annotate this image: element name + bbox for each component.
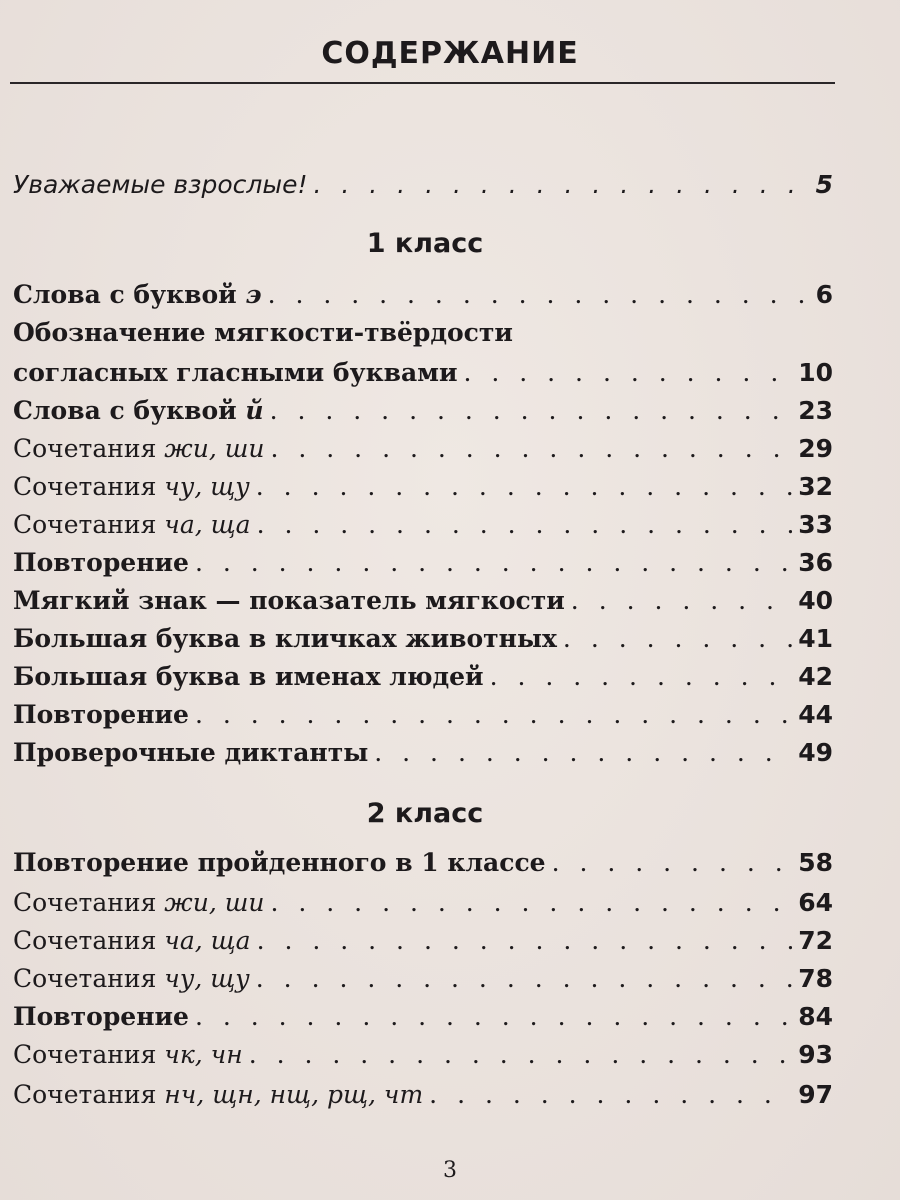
toc-entry-label: [13, 280, 262, 309]
toc-entry: [13, 662, 833, 702]
toc-entry: [13, 396, 833, 436]
toc-entry-label: Повторение: [13, 1002, 189, 1031]
toc-entry-italic: чу, щу: [164, 472, 250, 501]
toc-entry: [13, 434, 833, 474]
toc-page-number: 64: [798, 888, 833, 917]
toc-entry-label: Большая буква в именах людей: [13, 662, 484, 691]
toc-page-number: 5: [815, 170, 833, 199]
dot-leader: [256, 964, 792, 993]
toc-page-number: 23: [798, 396, 833, 425]
toc-entry-label: [13, 434, 265, 463]
toc-page-number: 42: [798, 662, 833, 691]
toc-entry: [13, 888, 833, 928]
toc-entry-label: согласных гласными буквами: [13, 358, 458, 387]
dot-leader: [429, 1080, 792, 1109]
toc-entry: [13, 1080, 833, 1120]
toc-entry-label: Уважаемые взрослые!: [13, 170, 308, 199]
toc-page-number: 32: [798, 472, 833, 501]
toc-entry-italic: жи, ши: [164, 434, 265, 463]
toc-entry-label: Повторение пройденного в 1 классе: [13, 848, 546, 877]
toc-entry-label: [13, 1080, 423, 1109]
toc-page-number: 41: [798, 624, 833, 653]
toc-page-number: 72: [798, 926, 833, 955]
toc-page-number: 84: [798, 1002, 833, 1031]
toc-entry-text: Сочетания: [13, 964, 165, 993]
toc-entry-text: Сочетания: [13, 1040, 165, 1069]
toc-entry-text: Сочетания: [13, 1080, 165, 1109]
toc-entry-italic: чк, чн: [164, 1040, 243, 1069]
toc-entry: [13, 280, 833, 320]
toc-entry: [13, 738, 833, 778]
toc-page-number: 33: [798, 510, 833, 539]
toc-entry-text: Сочетания: [13, 926, 165, 955]
dot-leader: [270, 396, 793, 425]
toc-entry-italic: ча, ща: [164, 926, 251, 955]
dot-leader: [563, 624, 792, 653]
dot-leader: [195, 548, 792, 577]
dot-leader: [257, 926, 793, 955]
toc-entry-text: Сочетания: [13, 434, 165, 463]
toc-page-number: 36: [798, 548, 833, 577]
toc-entry-text: Сочетания: [13, 888, 165, 917]
toc-entry-italic: й: [245, 396, 264, 425]
toc-entry-italic: ча, ща: [164, 510, 251, 539]
toc-entry: [13, 848, 833, 888]
dot-leader: [314, 170, 810, 199]
dot-leader: [271, 434, 793, 463]
dot-leader: [552, 848, 793, 877]
toc-page-number: 29: [798, 434, 833, 463]
toc-entry-italic: чу, щу: [164, 964, 250, 993]
dot-leader: [249, 1040, 793, 1069]
toc-page-number: 6: [815, 280, 833, 309]
dot-leader: [374, 738, 792, 767]
dot-leader: [257, 510, 793, 539]
toc-page-number: 40: [798, 586, 833, 615]
toc-entry-italic: нч, щн, нщ, рщ, чт: [164, 1080, 424, 1109]
toc-entry-label: [13, 1040, 243, 1069]
toc-entry-text: Слова с буквой: [13, 280, 246, 309]
toc-entry-label: Мягкий знак — показатель мягкости: [13, 586, 565, 615]
toc-entry-label: Большая буква в кличках животных: [13, 624, 557, 653]
title-rule: [10, 82, 835, 84]
toc-entry: [13, 510, 833, 550]
toc-entry-line: Обозначение мягкости-твёрдости: [13, 318, 513, 347]
toc-entry: [13, 1002, 833, 1042]
toc-entry: [13, 472, 833, 512]
toc-entry-label: [13, 964, 250, 993]
toc-page-number: 93: [798, 1040, 833, 1069]
page-number: 3: [443, 1158, 457, 1183]
toc-entry: [13, 358, 833, 398]
toc-entry-label: [13, 396, 264, 425]
toc-entry-text: Сочетания: [13, 472, 165, 501]
dot-leader: [195, 700, 792, 729]
toc-page-number: 58: [798, 848, 833, 877]
dot-leader: [463, 358, 792, 387]
toc-entry-label: [13, 926, 251, 955]
toc-page-number: 49: [798, 738, 833, 767]
toc-entry: [13, 586, 833, 626]
toc-page-number: 78: [798, 964, 833, 993]
toc-entry: [13, 624, 833, 664]
toc-entry-italic: жи, ши: [164, 888, 265, 917]
toc-page-number: 97: [798, 1080, 833, 1109]
dot-leader: [490, 662, 793, 691]
dot-leader: [271, 888, 793, 917]
toc-entry-label: [13, 510, 251, 539]
dot-leader: [195, 1002, 792, 1031]
toc-entry-label: [13, 472, 250, 501]
page-title: СОДЕРЖАНИЕ: [321, 36, 579, 71]
section-heading-grade2: 2 класс: [366, 798, 484, 829]
toc-entry: [13, 700, 833, 740]
toc-entry: [13, 964, 833, 1004]
toc-entry: [13, 548, 833, 588]
toc-entry-text: Сочетания: [13, 510, 165, 539]
dot-leader: [571, 586, 792, 615]
toc-entry-intro: [13, 170, 833, 210]
toc-entry-text: Слова с буквой: [13, 396, 246, 425]
dot-leader: [256, 472, 792, 501]
toc-entry-label: Повторение: [13, 548, 189, 577]
toc-entry-italic: э: [245, 280, 262, 309]
toc-entry-label: Проверочные диктанты: [13, 738, 369, 767]
dot-leader: [268, 280, 810, 309]
toc-page-number: 10: [798, 358, 833, 387]
toc-entry: [13, 926, 833, 966]
toc-entry-label: Повторение: [13, 700, 189, 729]
toc-page-number: 44: [798, 700, 833, 729]
toc-entry-label: [13, 888, 265, 917]
section-heading-grade1: 1 класс: [366, 228, 484, 259]
toc-entry: [13, 1040, 833, 1080]
